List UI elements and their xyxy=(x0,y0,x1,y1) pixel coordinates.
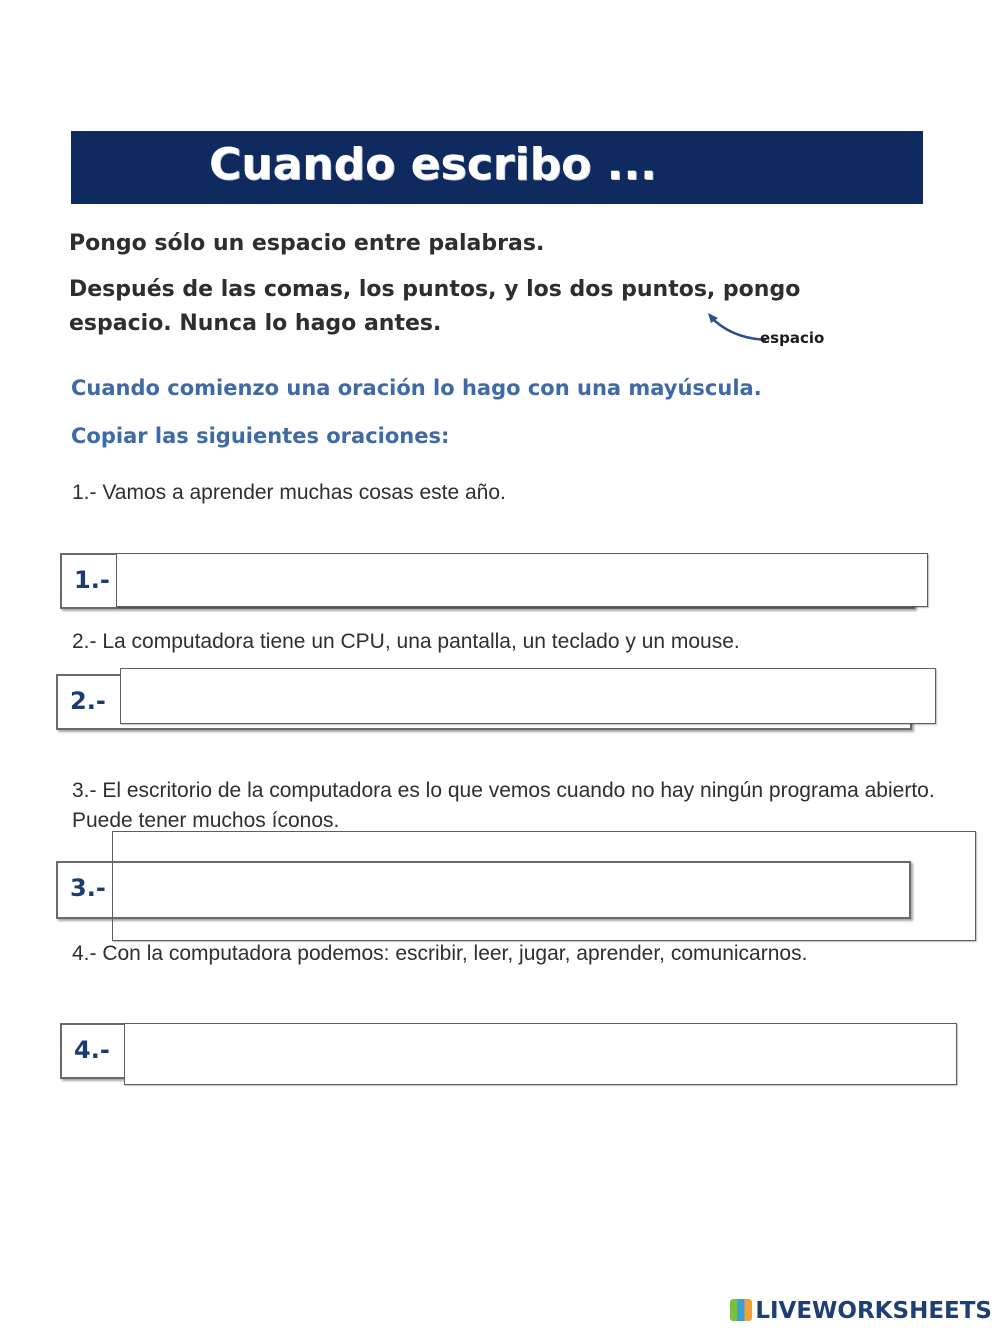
capital-rule: Cuando comienzo una oración lo hago con una mayúscula. xyxy=(71,376,762,400)
rule-line-1: Pongo sólo un espacio entre palabras. xyxy=(69,231,545,256)
exercise-sentence-1: 1.- Vamos a aprender muchas cosas este año. xyxy=(72,481,506,504)
answer-label-1: 1.- xyxy=(74,566,110,594)
answer-input-3[interactable] xyxy=(112,831,976,941)
logo-mark-icon xyxy=(730,1299,752,1321)
exercise-sentence-3: 3.- El escritorio de la computadora es lo que vemos cuando no hay ningún programa abierto. Puede tener muchos íconos. xyxy=(72,779,935,832)
answer-input-2[interactable] xyxy=(120,668,936,724)
answer-input-1[interactable] xyxy=(116,553,928,607)
answer-label-2: 2.- xyxy=(70,687,106,715)
exercise-sentence-4: 4.- Con la computadora podemos: escribir, leer, jugar, aprender, comunicarnos. xyxy=(72,942,808,965)
rule-line-2: Después de las comas, los puntos, y los dos puntos, pongo xyxy=(69,277,801,302)
rule-line-3: espacio. Nunca lo hago antes. xyxy=(69,311,442,336)
answer-label-4: 4.- xyxy=(74,1036,110,1064)
logo-text: LIVEWORKSHEETS xyxy=(755,1298,992,1324)
exercise-sentence-2: 2.- La computadora tiene un CPU, una pantalla, un teclado y un mouse. xyxy=(72,630,740,653)
liveworksheets-logo xyxy=(730,1298,992,1324)
answer-label-3: 3.- xyxy=(70,874,106,902)
page-title: Cuando escribo ... xyxy=(209,139,657,190)
title-banner xyxy=(71,131,923,204)
instruction: Copiar las siguientes oraciones: xyxy=(71,424,450,448)
space-label: espacio xyxy=(760,329,825,347)
answer-input-4[interactable] xyxy=(124,1023,957,1085)
